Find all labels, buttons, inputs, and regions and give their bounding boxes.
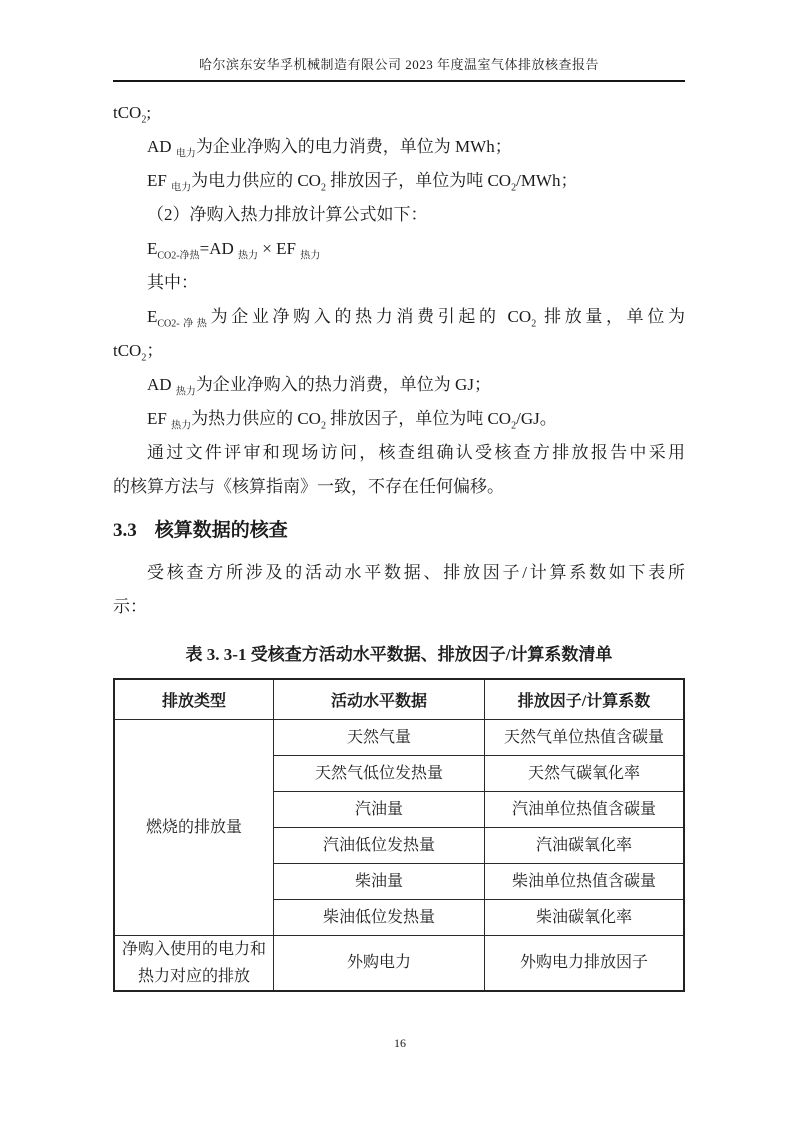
subscript-text: 2: [320, 182, 326, 194]
subscript-text: 2: [511, 420, 517, 432]
text-segment: AD: [147, 137, 176, 156]
text-segment: × EF: [258, 239, 301, 258]
paragraph-line: [113, 334, 685, 368]
text-segment: AD: [147, 375, 176, 394]
text-segment: EF: [147, 171, 172, 190]
text-segment: 排放量，单位为: [536, 307, 685, 326]
subscript-text: 2: [141, 352, 147, 364]
paragraph-line: [113, 368, 685, 402]
text-segment: 通过文件评审和现场访问，核查组确认受核查方排放报告中采用: [147, 443, 685, 462]
text-segment: 示：: [113, 597, 147, 616]
text-segment: 为企业净购入的热力消费引起的 CO: [210, 307, 532, 326]
text-segment: 其中：: [147, 273, 198, 292]
text-segment: 排放因子，单位为吨 CO: [325, 409, 512, 428]
paragraph-line: [113, 96, 685, 130]
text-segment: /GJ。: [516, 409, 557, 428]
table-row: [114, 719, 684, 755]
body-text: [113, 96, 685, 992]
subscript-text: 电力: [175, 148, 196, 160]
section-heading: [113, 516, 685, 546]
emission-table: [113, 678, 685, 992]
text-segment: =AD: [199, 239, 239, 258]
table-cell: 外购电力: [274, 935, 485, 991]
table-cell: 柴油碳氧化率: [484, 899, 684, 935]
subscript-text: CO2-净热: [157, 250, 200, 262]
paragraph-block-2: [113, 556, 685, 624]
table-cell: 天然气低位发热量: [274, 755, 485, 791]
paragraph-line: [113, 198, 685, 232]
paragraph-line: [113, 300, 685, 334]
table-cell: 柴油低位发热量: [274, 899, 485, 935]
emission-table-body: [114, 719, 684, 991]
table-header-row: [114, 679, 684, 719]
table-header-cell: 活动水平数据: [274, 679, 485, 719]
table-cell: 天然气碳氧化率: [484, 755, 684, 791]
table-cell: 汽油碳氧化率: [484, 827, 684, 863]
subscript-text: 电力: [171, 182, 192, 194]
text-segment: EF: [147, 409, 172, 428]
subscript-text: 2: [511, 182, 517, 194]
text-segment: ；: [146, 341, 164, 360]
paragraph-line: [113, 164, 685, 198]
text-segment: tCO: [113, 341, 142, 360]
subscript-text: 热力: [175, 386, 196, 398]
text-segment: （2）净购入热力排放计算公式如下：: [147, 205, 428, 224]
section-number: 3.3: [113, 520, 137, 541]
subscript-text: 热力: [238, 250, 259, 262]
table-cell: 柴油量: [274, 863, 485, 899]
text-segment: 为热力供应的 CO: [191, 409, 321, 428]
section-title: 核算数据的核查: [154, 520, 288, 541]
text-segment: 为企业净购入的热力消费，单位为 GJ；: [195, 375, 491, 394]
paragraph-line: [113, 556, 685, 590]
paragraph-line: [113, 436, 685, 470]
text-segment: 排放因子，单位为吨 CO: [325, 171, 512, 190]
page-number: 16: [394, 1036, 406, 1050]
subscript-text: CO2-净热: [157, 318, 211, 330]
subscript-text: 2: [531, 318, 537, 330]
table-caption: 表 3. 3-1 受核查方活动水平数据、排放因子/计算系数清单: [185, 645, 613, 664]
table-cell: 汽油低位发热量: [274, 827, 485, 863]
paragraph-line: [113, 232, 685, 266]
page-header: [113, 54, 685, 82]
table-cell: 汽油单位热值含碳量: [484, 791, 684, 827]
table-cell: 天然气单位热值含碳量: [484, 719, 684, 755]
emission-type-cell: 净购入使用的电力和热力对应的排放: [114, 935, 274, 991]
table-cell: 外购电力排放因子: [484, 935, 684, 991]
text-segment: E: [147, 307, 158, 326]
subscript-text: 2: [141, 114, 147, 126]
text-segment: 的核算方法与《核算指南》一致，不存在任何偏移。: [113, 477, 504, 496]
table-cell: 柴油单位热值含碳量: [484, 863, 684, 899]
paragraph-line: [113, 266, 685, 300]
text-segment: 为企业净购入的电力消费，单位为 MWh；: [195, 137, 512, 156]
paragraph-line: [113, 590, 685, 624]
paragraph-line: [113, 402, 685, 436]
table-header-cell: 排放类型: [114, 679, 274, 719]
paragraph-line: [113, 470, 685, 504]
subscript-text: 2: [320, 420, 326, 432]
table-header-cell: 排放因子/计算系数: [484, 679, 684, 719]
paragraph-block-1: [113, 96, 685, 504]
emission-type-cell: 燃烧的排放量: [114, 719, 274, 935]
subscript-text: 热力: [300, 250, 321, 262]
text-segment: ;: [146, 103, 152, 122]
table-cell: 天然气量: [274, 719, 485, 755]
text-segment: 受核查方所涉及的活动水平数据、排放因子/计算系数如下表所: [147, 563, 685, 582]
table-cell: 汽油量: [274, 791, 485, 827]
text-segment: E: [147, 239, 158, 258]
subscript-text: 热力: [171, 420, 192, 432]
table-row: [114, 935, 684, 991]
text-segment: /MWh；: [516, 171, 578, 190]
paragraph-line: [113, 130, 685, 164]
text-segment: tCO: [113, 103, 142, 122]
text-segment: 为电力供应的 CO: [191, 171, 321, 190]
header-title: 哈尔滨东安华孚机械制造有限公司 2023 年度温室气体排放核查报告: [198, 57, 599, 72]
